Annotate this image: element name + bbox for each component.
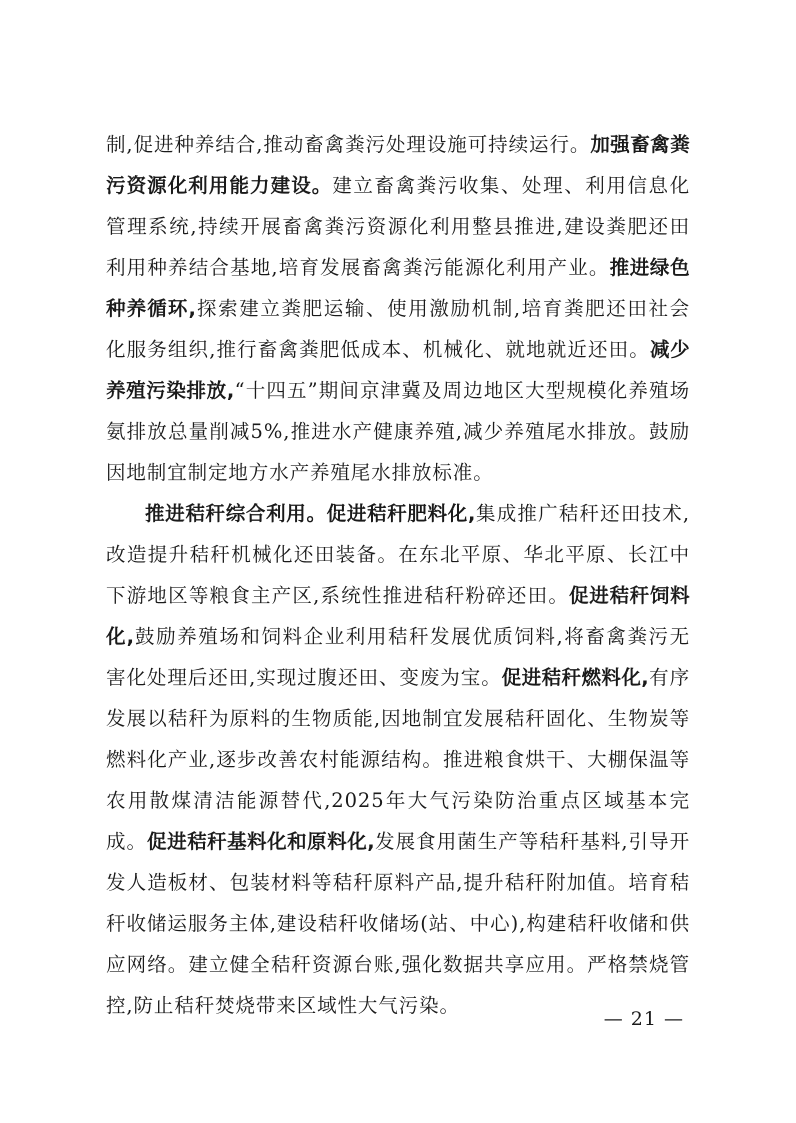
text-segment: 建立畜禽粪污收集、处理、利用信息化管理系统,持续开展畜禽粪污资源化利用整县推进,建设粪肥还田利用种养结合基地,培育发展畜禽粪污能源化利用产业。	[106, 174, 690, 279]
bold-heading-green-cycle: 推进绿色种养循环,	[106, 256, 690, 320]
text-segment: 探索建立粪肥运输、使用激励机制,培育粪肥还田社会化服务组织,推行畜禽粪肥低成本、机械化、就地就近还田。	[106, 297, 690, 361]
text-segment: “十四五”期间京津冀及周边地区大型规模化养殖场氨排放总量削减5%,推进水产健康养殖,减少养殖尾水排放。鼓励因地制宜制定地方水产养殖尾水排放标准。	[106, 379, 690, 484]
bold-heading-straw-substrate: 促进秸秆基料化和原料化,	[147, 830, 376, 853]
paragraph-straw-utilization	[106, 493, 690, 1026]
paragraph-livestock-manure	[106, 124, 690, 493]
text-segment: 发展食用菌生产等秸秆基料,引导开发人造板材、包装材料等秸秆原料产品,提升秸秆附加值。培育秸秆收储运服务主体,建设秸秆收储场(站、中心),构建秸秆收储和供应网络。建立健全秸秆资源台账,强化数据共享应用。严格禁烧管控,防止秸秆焚烧带来区域性大气污染。	[106, 830, 690, 1017]
text-segment: 制,促进种养结合,推动畜禽粪污处理设施可持续运行。	[106, 133, 591, 156]
text-segment: 鼓励养殖场和饲料企业利用秸秆发展优质饲料,将畜禽粪污无害化处理后还田,实现过腹还田、变废为宝。	[106, 625, 690, 689]
text-segment: 集成推广秸秆还田技术,改造提升秸秆机械化还田装备。在东北平原、华北平原、长江中下游地区等粮食主产区,系统性推进秸秆粉碎还田。	[106, 502, 690, 607]
bold-heading-straw-feed: 促进秸秆饲料化,	[106, 584, 690, 648]
body-text	[106, 124, 690, 1026]
bold-heading-straw-fertilizer: 推进秸秆综合利用。促进秸秆肥料化,	[145, 502, 476, 525]
bold-heading-reduce-pollution: 减少养殖污染排放,	[106, 338, 690, 402]
page-number: — 21 —	[603, 1008, 684, 1030]
text-segment: 有序发展以秸秆为原料的生物质能,因地制宜发展秸秆固化、生物炭等燃料化产业,逐步改善农村能源结构。推进粮食烘干、大棚保温等农用散煤清洁能源替代,2025年大气污染防治重点区域基本完成。	[106, 666, 691, 853]
bold-heading-manure-utilization: 加强畜禽粪污资源化利用能力建设。	[106, 133, 690, 197]
bold-heading-straw-fuel: 促进秸秆燃料化,	[501, 666, 650, 689]
